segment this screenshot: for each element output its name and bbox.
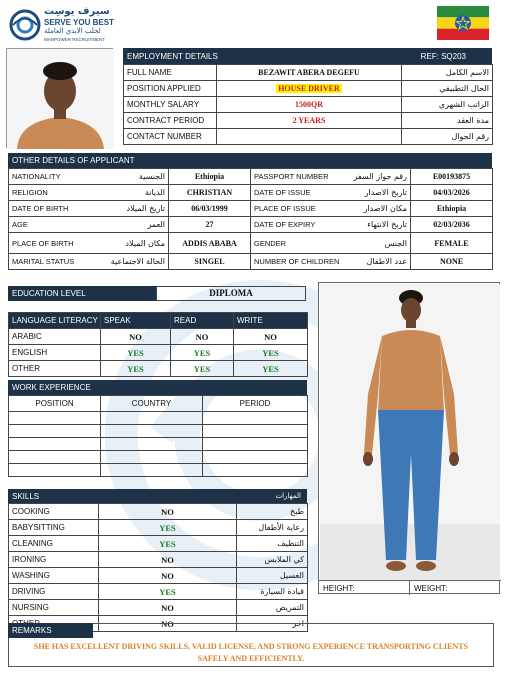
education-value: DIPLOMA	[156, 286, 306, 301]
table-row	[124, 65, 493, 81]
skill-value: NO	[99, 568, 237, 584]
work-cell	[9, 438, 101, 451]
skill-name: BABYSITTING	[9, 520, 99, 536]
skill-name: WASHING	[9, 568, 99, 584]
detail-value: FEMALE	[411, 233, 493, 254]
detail-value: 27	[169, 217, 251, 233]
language-speak-value: YES	[101, 345, 171, 361]
table-row	[9, 217, 251, 233]
detail-value: NONE	[411, 254, 493, 270]
detail-label: DATE OF ISSUE	[251, 185, 319, 201]
table-row	[9, 185, 251, 201]
table-row	[9, 536, 308, 552]
work-experience-header: WORK EXPERIENCE	[8, 380, 307, 395]
logo-mark-icon	[8, 8, 42, 42]
skill-value: NO	[99, 552, 237, 568]
company-logo	[6, 4, 126, 46]
height-label: HEIGHT:	[319, 580, 410, 595]
skill-name-ar: التنظيف	[237, 536, 308, 552]
table-row	[9, 464, 308, 477]
contract-value: 2 YEARS	[217, 113, 402, 129]
detail-label-ar: تاريخ الاصدار	[319, 185, 411, 201]
work-period-header: PERIOD	[203, 396, 308, 412]
detail-label: AGE	[9, 217, 77, 233]
education-label: EDUCATION LEVEL	[8, 286, 156, 301]
logo-arabic: سيرف يوسِت	[44, 6, 110, 17]
language-name: OTHER	[9, 361, 101, 377]
table-row	[9, 361, 308, 377]
detail-value: Ethiopia	[169, 169, 251, 185]
work-header-row	[9, 396, 308, 412]
contact-label: CONTACT NUMBER	[124, 129, 217, 145]
table-row	[251, 217, 493, 233]
table-row	[9, 254, 251, 270]
detail-label-ar: تاريخ الميلاد	[77, 201, 169, 217]
remarks-box	[8, 623, 494, 667]
language-header-row	[9, 313, 308, 329]
skill-name-ar: قيادة السيارة	[237, 584, 308, 600]
skill-name-ar: طبخ	[237, 504, 308, 520]
detail-label-ar: عدد الاطفال	[319, 254, 411, 270]
work-cell	[203, 464, 308, 477]
skill-name: COOKING	[9, 504, 99, 520]
speak-header: SPEAK	[101, 313, 171, 329]
detail-value: Ethiopia	[411, 201, 493, 217]
reference-number: REF: SQ203	[420, 51, 466, 61]
language-speak-value: YES	[101, 361, 171, 377]
work-position-header: POSITION	[9, 396, 101, 412]
skill-name-ar: اخر	[237, 616, 308, 632]
language-header: LANGUAGE LITERACY	[9, 313, 101, 329]
work-cell	[9, 464, 101, 477]
logo-name: SERVE YOU BEST	[44, 18, 114, 27]
table-row	[124, 113, 493, 129]
skill-name: CLEANING	[9, 536, 99, 552]
detail-label-ar: مكان الاصدار	[319, 201, 411, 217]
language-write-value: YES	[234, 345, 308, 361]
work-cell	[203, 438, 308, 451]
skill-name: IRONING	[9, 552, 99, 568]
skill-name-ar: التمريض	[237, 600, 308, 616]
employment-table	[123, 64, 493, 145]
detail-label: PASSPORT NUMBER	[251, 169, 319, 185]
detail-label: DATE OF EXPIRY	[251, 217, 319, 233]
detail-label: MARITAL STATUS	[9, 254, 77, 270]
table-row	[9, 600, 308, 616]
work-experience-table	[8, 395, 308, 477]
weight-label: WEIGHT:	[410, 580, 501, 595]
language-name: ENGLISH	[9, 345, 101, 361]
language-write-value: YES	[234, 361, 308, 377]
contract-label: CONTRACT PERIOD	[124, 113, 217, 129]
table-row	[9, 201, 251, 217]
detail-value: 02/03/2036	[411, 217, 493, 233]
table-row	[9, 451, 308, 464]
work-cell	[101, 451, 203, 464]
work-cell	[101, 464, 203, 477]
detail-label: PLACE OF BIRTH	[9, 233, 77, 254]
table-row	[9, 233, 251, 254]
position-label: POSITION APPLIED	[124, 81, 217, 97]
person-portrait-icon	[7, 49, 114, 149]
ethiopia-flag-icon	[437, 6, 489, 40]
contact-ar: رقم الجوال	[402, 129, 493, 145]
detail-value: E00193875	[411, 169, 493, 185]
skill-value: YES	[99, 520, 237, 536]
work-cell	[203, 425, 308, 438]
detail-label: GENDER	[251, 233, 319, 254]
table-row	[251, 201, 493, 217]
skills-title-ar: المهارات	[275, 492, 301, 500]
detail-label: NUMBER OF CHILDREN	[251, 254, 319, 270]
detail-label: RELIGION	[9, 185, 77, 201]
table-row	[124, 97, 493, 113]
write-header: WRITE	[234, 313, 308, 329]
logo-arabic-sub: لجلب الايدي العاملة	[44, 27, 101, 35]
table-row	[251, 233, 493, 254]
language-write-value: NO	[234, 329, 308, 345]
detail-label-ar: الجنس	[319, 233, 411, 254]
skills-title: SKILLS	[12, 491, 40, 501]
table-row	[9, 412, 308, 425]
work-cell	[203, 412, 308, 425]
detail-value: CHRISTIAN	[169, 185, 251, 201]
detail-label-ar: تاريخ الانتهاء	[319, 217, 411, 233]
skill-value: NO	[99, 600, 237, 616]
logo-sub: MANPOWER RECRUITMENT	[44, 37, 105, 42]
language-speak-value: NO	[101, 329, 171, 345]
language-read-value: NO	[171, 329, 234, 345]
skill-name: NURSING	[9, 600, 99, 616]
table-row	[9, 169, 251, 185]
language-table	[8, 312, 308, 377]
detail-label-ar: الديانة	[77, 185, 169, 201]
language-name: ARABIC	[9, 329, 101, 345]
employment-header	[123, 48, 492, 64]
work-cell	[9, 412, 101, 425]
skill-name-ar: الغسيل	[237, 568, 308, 584]
work-cell	[101, 412, 203, 425]
work-cell	[9, 425, 101, 438]
position-ar: الحال التطبيقي	[402, 81, 493, 97]
table-row	[251, 169, 493, 185]
full-name-label: FULL NAME	[124, 65, 217, 81]
salary-value: 1500QR	[217, 97, 402, 113]
work-cell	[203, 451, 308, 464]
work-cell	[9, 451, 101, 464]
table-row	[251, 254, 493, 270]
detail-label: NATIONALITY	[9, 169, 77, 185]
work-cell	[101, 425, 203, 438]
detail-label: PLACE OF ISSUE	[251, 201, 319, 217]
full-name-ar: الاسم الكامل	[402, 65, 493, 81]
table-row	[9, 345, 308, 361]
other-details-header: OTHER DETAILS OF APPLICANT	[8, 153, 492, 168]
position-cell	[217, 81, 402, 97]
skill-name-ar: كي الملابس	[237, 552, 308, 568]
full-body-photo	[318, 282, 500, 594]
table-row	[9, 552, 308, 568]
table-row	[9, 438, 308, 451]
table-row	[9, 568, 308, 584]
table-row	[9, 584, 308, 600]
skill-name: DRIVING	[9, 584, 99, 600]
skills-table	[8, 503, 308, 632]
detail-label-ar: الحالة الاجتماعية	[77, 254, 169, 270]
table-row	[124, 129, 493, 145]
contact-value	[217, 129, 402, 145]
work-cell	[101, 438, 203, 451]
detail-label-ar: رقم جواز السفر	[319, 169, 411, 185]
detail-label-ar: الجنسية	[77, 169, 169, 185]
table-row	[9, 425, 308, 438]
skill-value: NO	[99, 616, 237, 632]
skill-value: YES	[99, 584, 237, 600]
skill-value: NO	[99, 504, 237, 520]
skill-name-ar: رعاية الأطفال	[237, 520, 308, 536]
read-header: READ	[171, 313, 234, 329]
salary-label: MONTHLY SALARY	[124, 97, 217, 113]
profile-photo	[6, 48, 113, 148]
work-country-header: COUNTRY	[101, 396, 203, 412]
skill-value: YES	[99, 536, 237, 552]
detail-value: ADDIS ABABA	[169, 233, 251, 254]
position-value: HOUSE DRIVER	[278, 84, 340, 93]
language-read-value: YES	[171, 345, 234, 361]
table-row	[251, 185, 493, 201]
full-name-value: BEZAWIT ABERA DEGEFU	[217, 65, 402, 81]
table-row	[124, 81, 493, 97]
detail-value: 06/03/1999	[169, 201, 251, 217]
detail-label-ar: مكان الميلاد	[77, 233, 169, 254]
other-details-left	[8, 168, 251, 270]
language-read-value: YES	[171, 361, 234, 377]
contract-ar: مدة العقد	[402, 113, 493, 129]
salary-ar: الراتب الشهري	[402, 97, 493, 113]
detail-label-ar: العمر	[77, 217, 169, 233]
detail-label: DATE OF BIRTH	[9, 201, 77, 217]
skills-header	[8, 489, 307, 503]
remarks-text: SHE HAS EXCELLENT DRIVING SKILLS, VALID LICENSE, AND STRONG EXPERIENCE TRANSPORTING CLIENTS SAFELY AND EFFICIENTLY.	[33, 642, 469, 663]
table-row	[9, 520, 308, 536]
detail-value: SINGEL	[169, 254, 251, 270]
employment-title: EMPLOYMENT DETAILS	[127, 51, 218, 61]
other-details-right	[250, 168, 493, 270]
table-row	[9, 504, 308, 520]
person-full-body-icon	[320, 284, 500, 580]
remarks-header: REMARKS	[8, 623, 93, 638]
table-row	[9, 329, 308, 345]
detail-value: 04/03/2026	[411, 185, 493, 201]
